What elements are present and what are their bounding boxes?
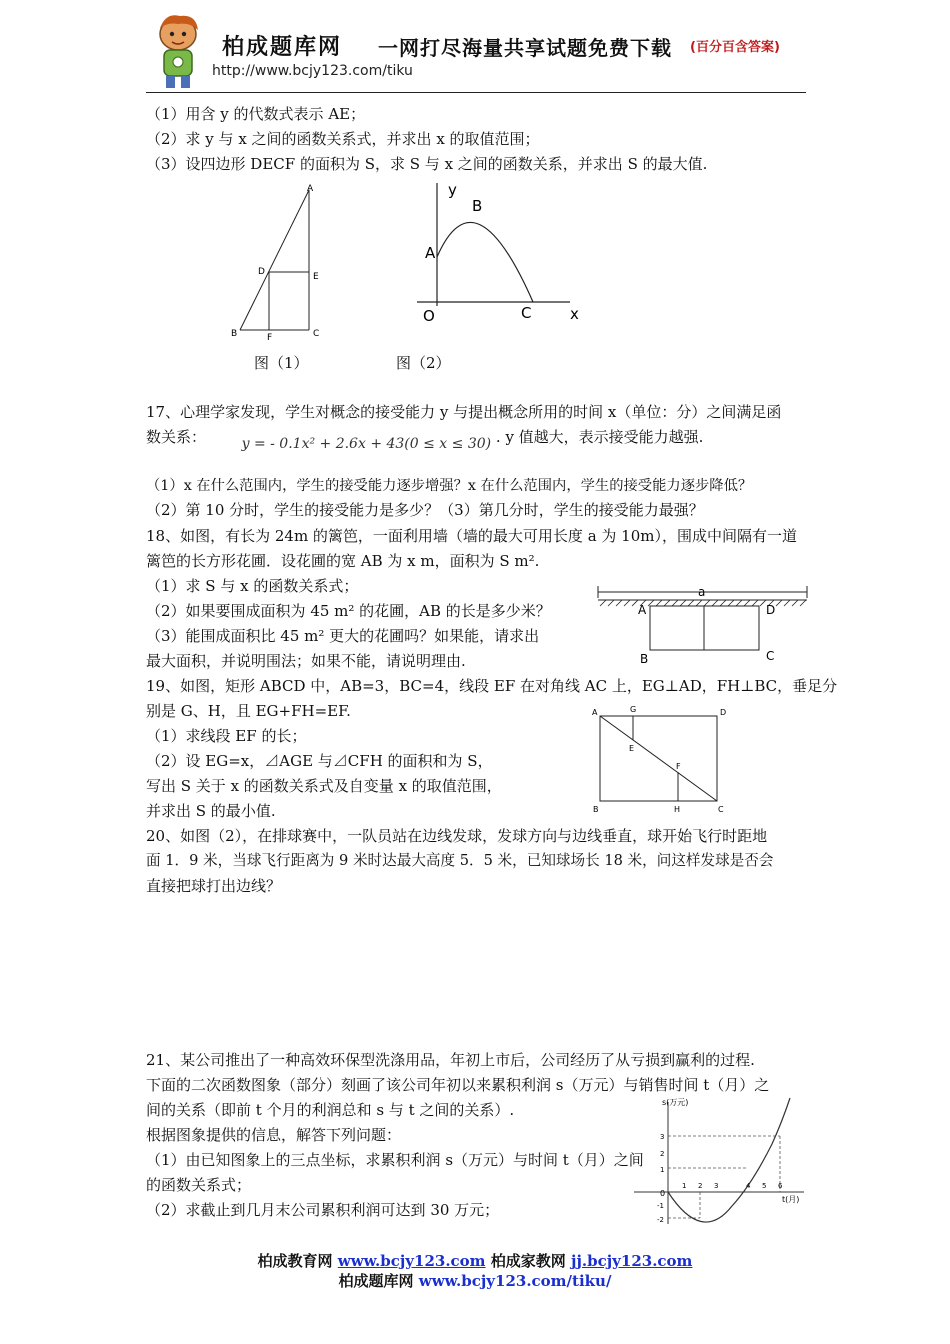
q21-x5: 5	[762, 1182, 767, 1190]
q20-line3: 直接把球打出边线？	[146, 877, 282, 895]
q21-y3: 3	[660, 1133, 665, 1141]
footer-label-2: 柏成家教网	[490, 1252, 566, 1270]
footer-line-1	[0, 1250, 950, 1271]
q17-sub1: （1）x 在什么范围内，学生的接受能力逐步增强？x 在什么范围内，学生的接受能力逐步降低？	[146, 478, 753, 494]
footer-link-2[interactable]: jj.bcjy123.com	[571, 1252, 693, 1270]
q21-yn1: -1	[657, 1202, 664, 1210]
fig2-caption: 图（2）	[396, 354, 451, 372]
q16-figure-1	[225, 180, 335, 345]
q21-sub1b: 的函数关系式；	[146, 1176, 252, 1194]
header-divider	[146, 92, 806, 93]
q19-label-G: G	[630, 705, 637, 714]
fig2-label-c: C	[521, 304, 532, 322]
q21-line2: 下面的二次函数图象（部分）刻画了该公司年初以来累积利润 s（万元）与销售时间 t（月）之	[146, 1076, 770, 1094]
footer-link-3[interactable]: www.bcjy123.com/tiku/	[418, 1272, 612, 1290]
q21-line3: 间的关系（即前 t 个月的利润总和 s 与 t 之间的关系）.	[146, 1101, 515, 1119]
q19-sub2: （2）设 EG=x，⊿AGE 与⊿CFH 的面积和为 S，	[146, 752, 493, 770]
q21-profit-graph	[632, 1094, 812, 1228]
q19-rectangle-figure	[590, 704, 730, 816]
q18-sub2: （2）如果要围成面积为 45 m² 的花圃，AB 的长是多少米？	[146, 602, 551, 620]
q21-yn2: -2	[657, 1216, 664, 1224]
fig2-label-a: A	[425, 244, 436, 262]
q21-origin-label: 0	[660, 1189, 666, 1198]
q18-sub3: （3）能围成面积比 45 m² 更大的花圃吗？如果能，请求出	[146, 627, 540, 645]
fig2-label-x: x	[570, 305, 579, 323]
q20-line1: 20、如图（2），在排球赛中，一队员站在边线发球，发球方向与边线垂直，球开始飞行时距地	[146, 827, 768, 845]
q21-x4: 4	[746, 1182, 751, 1190]
q16-sub3: （3）设四边形 DECF 的面积为 S，求 S 与 x 之间的函数关系，并求出 S 的最大值.	[146, 155, 708, 173]
q21-sub2: （2）求截止到几月末公司累积利润可达到 30 万元；	[146, 1201, 500, 1219]
q19-label-D: D	[720, 708, 727, 717]
q17-line2-prefix: 数关系：	[146, 428, 207, 446]
q19-label-B: B	[593, 805, 599, 814]
q18-label-D: D	[766, 603, 776, 617]
fig2-label-y: y	[448, 181, 457, 199]
site-name: 柏成题库网	[222, 35, 343, 60]
q18-label-C: C	[766, 649, 775, 663]
q18-sub3b: 最大面积，并说明围法；如果不能，请说明理由.	[146, 652, 466, 670]
q17-sub2: （2）第 10 分时，学生的接受能力是多少？（3）第几分时，学生的接受能力最强？	[146, 501, 704, 519]
answer-badge: (百分百含答案)	[690, 40, 780, 55]
q17-line2-suffix: . y 值越大，表示接受能力越强.	[495, 428, 704, 446]
q19-label-C: C	[718, 805, 724, 814]
q21-x2: 2	[698, 1182, 703, 1190]
fig1-label-b: B	[231, 329, 238, 339]
q21-axis-s-label: s(万元)	[662, 1098, 689, 1107]
q17-line1: 17、心理学家发现，学生对概念的接受能力 y 与提出概念所用的时间 x（单位：分）之间满足函	[146, 403, 782, 421]
q21-x3: 3	[714, 1182, 719, 1190]
q21-line1: 21、某公司推出了一种高效环保型洗涤用品，年初上市后，公司经历了从亏损到赢利的过程.	[146, 1051, 755, 1069]
q19-line2: 别是 G、H，且 EG+FH=EF.	[146, 702, 351, 720]
fig1-caption: 图（1）	[254, 354, 309, 372]
fig1-label-c: C	[313, 329, 320, 339]
fig2-label-o: O	[423, 307, 435, 325]
q19-label-A: A	[592, 708, 598, 717]
q20-line2: 面 1．9 米，当球飞行距离为 9 米时达最大高度 5．5 米，已知球场长 18 米，问这样发球是否会	[146, 852, 774, 869]
q18-label-a: a	[698, 585, 706, 599]
q21-y2: 2	[660, 1150, 665, 1158]
q21-x1: 1	[682, 1182, 687, 1190]
footer-link-1[interactable]: www.bcjy123.com	[337, 1252, 486, 1270]
q19-sub1: （1）求线段 EF 的长；	[146, 727, 307, 745]
fig2-label-b: B	[472, 197, 483, 215]
q19-sub2c: 并求出 S 的最小值.	[146, 802, 276, 820]
q19-label-E: E	[629, 744, 635, 753]
fig1-label-a: A	[307, 184, 314, 194]
q18-label-B: B	[640, 652, 649, 666]
q19-line1: 19、如图，矩形 ABCD 中，AB=3，BC=4，线段 EF 在对角线 AC 上，EG⊥AD，FH⊥BC，垂足分	[146, 677, 838, 695]
footer-line-2	[0, 1270, 950, 1291]
footer-label-1: 柏成教育网	[257, 1252, 333, 1270]
fig1-label-d: D	[258, 267, 265, 277]
q21-line4: 根据图象提供的信息，解答下列问题：	[146, 1126, 402, 1144]
q18-label-A: A	[638, 603, 647, 617]
q21-y1: 1	[660, 1166, 665, 1174]
q17-formula: y = - 0.1x² + 2.6x + 43(0 ≤ x ≤ 30)	[241, 436, 492, 452]
q16-sub1: （1）用含 y 的代数式表示 AE；	[146, 105, 366, 123]
q18-line2: 篱笆的长方形花圃．设花圃的宽 AB 为 x m，面积为 S m².	[146, 552, 540, 570]
q18-sub1: （1）求 S 与 x 的函数关系式；	[146, 577, 359, 595]
site-url[interactable]: http://www.bcjy123.com/tiku	[212, 63, 413, 79]
q19-label-F: F	[676, 762, 681, 771]
q19-label-H: H	[674, 805, 681, 814]
q21-x6: 6	[778, 1182, 783, 1190]
q16-sub2: （2）求 y 与 x 之间的函数关系式，并求出 x 的取值范围；	[146, 130, 540, 148]
fig1-label-e: E	[313, 272, 319, 282]
q17-line2	[146, 427, 704, 452]
q21-axis-t-label: t(月)	[782, 1195, 800, 1204]
q18-line1: 18、如图，有长为 24m 的篱笆，一面利用墙（墙的最大可用长度 a 为 10m），围成中间隔有一道	[146, 527, 797, 545]
site-slogan: 一网打尽海量共享试题免费下载	[378, 36, 672, 60]
q19-sub2b: 写出 S 关于 x 的函数关系式及自变量 x 的取值范围，	[146, 777, 502, 795]
fig1-label-f: F	[267, 333, 273, 343]
q16-figure-2	[415, 178, 590, 328]
mascot-logo-icon	[146, 10, 210, 90]
q18-garden-figure	[594, 582, 814, 667]
footer-label-3: 柏成题库网	[338, 1272, 414, 1290]
q21-sub1: （1）由已知图象上的三点坐标，求累积利润 s（万元）与时间 t（月）之间	[146, 1151, 644, 1169]
